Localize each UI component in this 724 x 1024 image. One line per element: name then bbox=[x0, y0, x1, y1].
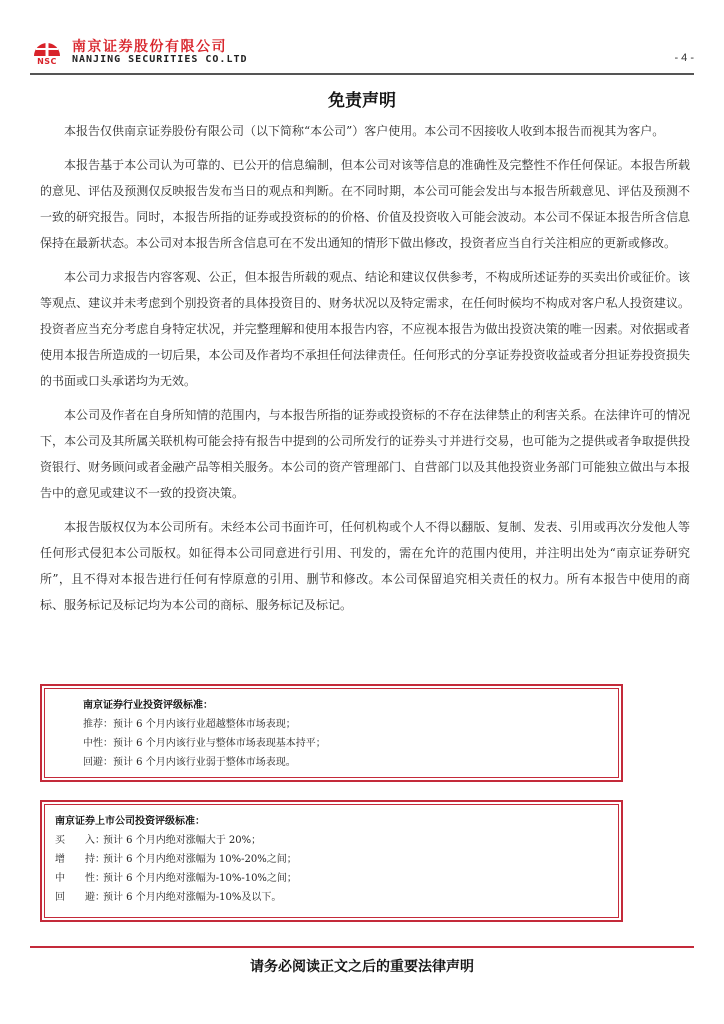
rating-label: 增 持： bbox=[55, 854, 105, 865]
disclaimer-paragraph: 本报告版权仅为本公司所有。未经本公司书面许可，任何机构或个人不得以翻版、复制、发表、引用或再次分发他人等任何形式侵犯本公司版权。如征得本公司同意进行引用、刊发的，需在允许的范围内使用，并注明出处为“南京证券研究所”，且不得对本报告进行任何有悖原意的引用、删节和修改。本公司保留追究相关责任的权力。所有本报告中使用的商标、服务标记及标记均为本公司的商标、服务标记及标记。 bbox=[40, 520, 690, 612]
disclaimer-paragraph: 本公司及作者在自身所知情的范围内，与本报告所指的证券或投资标的不存在法律禁止的利害关系。在法律许可的情况下，本公司及其所属关联机构可能会持有报告中提到的公司所发行的证券头寸并进行交易，也可能为之提供或者争取提供投资银行、财务顾问或者金融产品等相关服务。本公司的资产管理部门、自营部门以及其他投资业务部门可能独立做出与本报告中的意见或建议不一致的投资决策。 bbox=[40, 408, 690, 500]
industry-rating-heading: 南京证券行业投资评级标准： bbox=[83, 700, 213, 711]
company-rating-item bbox=[55, 888, 618, 907]
rating-text: 预计 6 个月内该行业超越整体市场表现； bbox=[113, 719, 296, 730]
rating-label: 推荐： bbox=[83, 719, 113, 730]
footer-legal-notice: 请务必阅读正文之后的重要法律声明 bbox=[250, 959, 474, 975]
disclaimer-paragraph: 本公司力求报告内容客观、公正，但本报告所载的观点、结论和建议仅供参考，不构成所述证券的买卖出价或征价。该等观点、建议并未考虑到个别投资者的具体投资目的、财务状况以及特定需求，在任何时候均不构成对客户私人投资建议。投资者应当充分考虑自身特定状况，并完整理解和使用本报告内容，不应视本报告为做出投资决策的唯一因素。对依据或者使用本报告所造成的一切后果，本公司及作者均不承担任何法律责任。任何形式的分享证券投资收益或者分担证券投资损失的书面或口头承诺均为无效。 bbox=[40, 270, 690, 388]
rating-text: 预计 6 个月内绝对涨幅大于 20%； bbox=[103, 835, 262, 846]
header-divider bbox=[30, 73, 694, 75]
industry-rating-item bbox=[83, 734, 618, 753]
page-header bbox=[30, 34, 694, 74]
company-name-cn: 南京证券股份有限公司 bbox=[72, 39, 227, 55]
rating-text: 预计 6 个月内绝对涨幅为 10%-20%之间； bbox=[103, 854, 297, 865]
rating-text: 预计 6 个月内该行业弱于整体市场表现。 bbox=[113, 757, 296, 768]
page-title: 免责声明 bbox=[328, 91, 396, 111]
industry-rating-inner bbox=[44, 688, 619, 778]
rating-label: 回避： bbox=[83, 757, 113, 768]
rating-text: 预计 6 个月内绝对涨幅为-10%-10%之间； bbox=[103, 873, 297, 884]
disclaimer-paragraph: 本报告仅供南京证券股份有限公司（以下简称“本公司”）客户使用。本公司不因接收人收到本报告而视其为客户。 bbox=[64, 124, 665, 138]
rating-text: 预计 6 个月内该行业与整体市场表现基本持平； bbox=[113, 738, 326, 749]
industry-rating-box bbox=[40, 684, 623, 782]
rating-text: 预计 6 个月内绝对涨幅为-10%及以下。 bbox=[103, 892, 282, 903]
company-rating-heading: 南京证券上市公司投资评级标准： bbox=[55, 816, 205, 827]
company-name-en: NANJING SECURITIES CO.LTD bbox=[72, 54, 248, 65]
rating-label: 买 入： bbox=[55, 835, 105, 846]
company-rating-item bbox=[55, 831, 618, 850]
company-rating-item bbox=[55, 869, 618, 888]
logo-abbreviation: NSC bbox=[37, 57, 57, 66]
rating-label: 中性： bbox=[83, 738, 113, 749]
industry-rating-item bbox=[83, 715, 618, 734]
disclaimer-body bbox=[40, 118, 690, 626]
company-rating-box bbox=[40, 800, 623, 922]
footer-divider bbox=[30, 946, 694, 948]
industry-rating-item bbox=[83, 753, 618, 772]
rating-label: 回 避： bbox=[55, 892, 105, 903]
company-rating-item bbox=[55, 850, 618, 869]
company-rating-inner bbox=[44, 804, 619, 918]
rating-label: 中 性： bbox=[55, 873, 105, 884]
disclaimer-paragraph: 本报告基于本公司认为可靠的、已公开的信息编制，但本公司对该等信息的准确性及完整性不作任何保证。本报告所载的意见、评估及预测仅反映报告发布当日的观点和判断。在不同时期，本公司可能会发出与本报告所载意见、评估及预测不一致的研究报告。同时，本报告所指的证券或投资标的的价格、价值及投资收入可能会波动。本公司不保证本报告所含信息保持在最新状态。本公司对本报告所含信息可在不发出通知的情形下做出修改，投资者应当自行关注相应的更新或修改。 bbox=[40, 158, 690, 250]
page-number: - 4 - bbox=[674, 52, 694, 64]
